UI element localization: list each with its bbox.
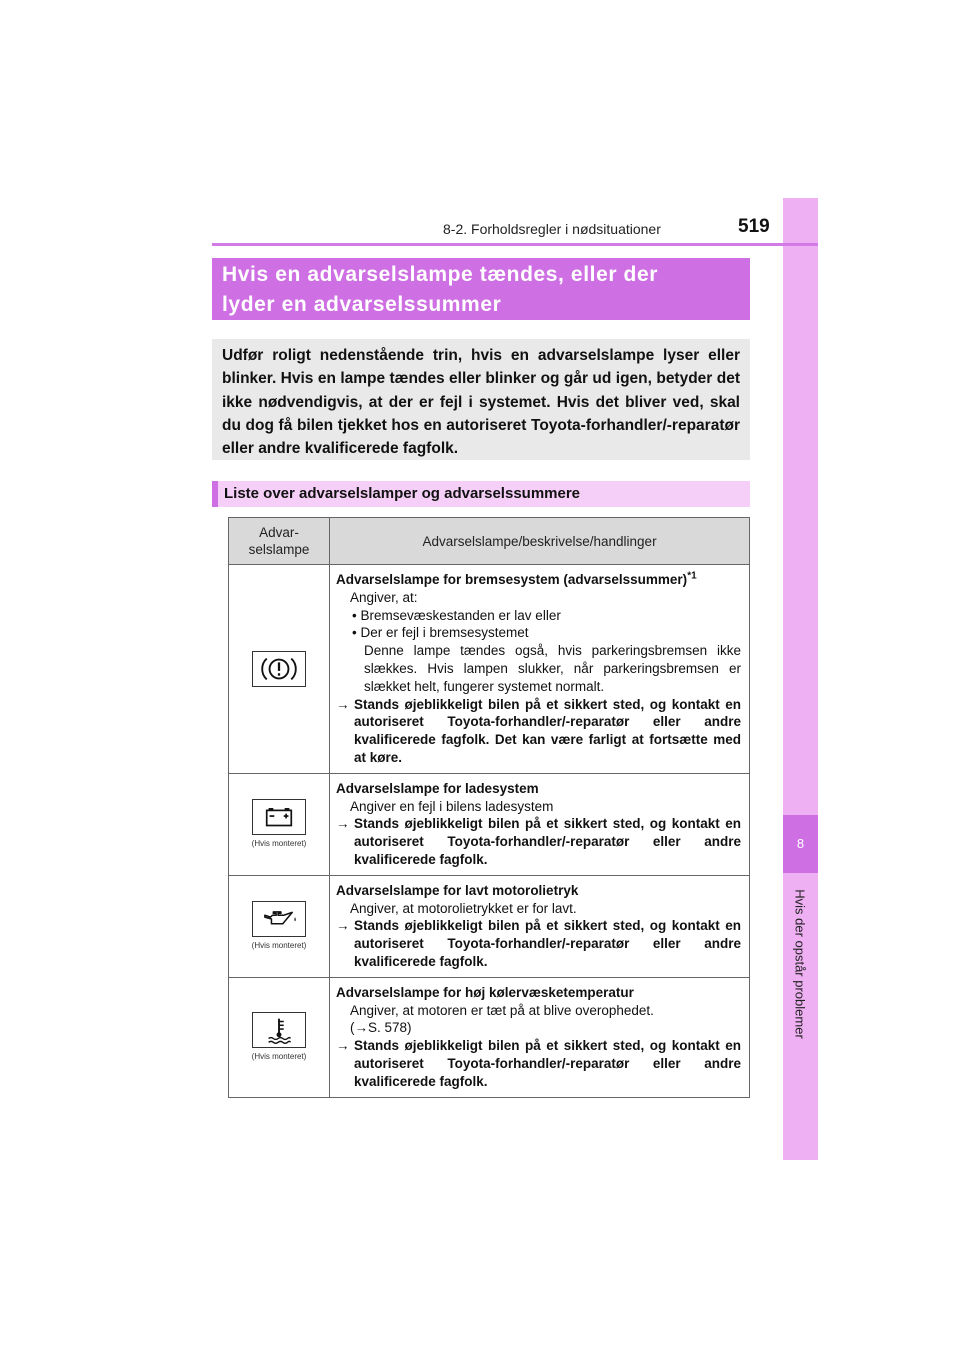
section-header: 8-2. Forholdsregler i nødsituationer	[443, 221, 661, 237]
fitted-note: (Hvis monteret)	[251, 941, 307, 951]
page-number: 519	[738, 216, 770, 237]
oil-can-icon	[252, 901, 306, 937]
warning-lamps-table	[228, 517, 750, 1098]
description-cell	[330, 977, 750, 1097]
subheading: Liste over advarselslamper og advarselssummere	[212, 481, 750, 507]
lamp-lead: Angiver en fejl i bilens ladesystem	[350, 798, 554, 814]
fitted-note: (Hvis monteret)	[251, 839, 307, 849]
table-row	[229, 773, 750, 875]
lamp-title: Advarselslampe for bremsesystem (advarselssummer)$^{*1}$	[336, 570, 697, 587]
table-row	[229, 565, 750, 774]
section-title-banner	[212, 258, 750, 320]
intro-paragraph: Udfør roligt nedenstående trin, hvis en advarselslampe lyser eller blinker. Hvis en lampe tændes eller blinker og går ud igen, betyder det ikke nødvendigvis, at der er fejl i systemet. Hvis det bliver ved, skal du dog få bilen tjekket hos en autoriseret Toyota-forhandler/-reparatør eller andre kvalificerede fagfolk.	[212, 339, 750, 460]
page-reference[interactable]: (→S. 578)	[350, 1020, 412, 1036]
section-title-line2: lyder en advarselssummer	[222, 293, 502, 316]
description-cell	[330, 565, 750, 774]
brake-warning-icon	[252, 651, 306, 687]
table-header-row	[229, 518, 750, 565]
lamp-bullet: • Der er fejl i bremsesystemet	[336, 624, 741, 642]
header-divider	[212, 243, 818, 246]
table-row	[229, 977, 750, 1097]
lamp-action: → Stands øjeblikkeligt bilen på et sikkert sted, og kontakt en autoriseret Toyota-forhandler/-reparatør eller andre kvalificerede fagfolk.	[336, 918, 741, 969]
lamp-title: Advarselslampe for ladesystem	[336, 780, 539, 796]
lamp-lead: Angiver, at motorolietrykket er for lavt.	[350, 900, 577, 916]
chapter-label: Hvis der opstår problemer	[792, 889, 808, 1039]
column-header-lamp: Advar- selslampe	[229, 518, 330, 565]
column-header-description: Advarselslampe/beskrivelse/handlinger	[330, 518, 750, 565]
lamp-action: → Stands øjeblikkeligt bilen på et sikkert sted, og kontakt en autoriseret Toyota-forhandler/-reparatør eller andre kvalificerede fagfolk.	[336, 1038, 741, 1089]
icon-cell	[229, 565, 330, 774]
lamp-action: → Stands øjeblikkeligt bilen på et sikkert sted, og kontakt en autoriseret Toyota-forhandler/-reparatør eller andre kvalificerede fagfolk.	[336, 816, 741, 867]
lamp-title: Advarselslampe for lavt motorolietryk	[336, 882, 579, 898]
lamp-subnote: Denne lampe tændes også, hvis parkeringsbremsen ikke slækkes. Hvis lampen slukker, når parkeringsbremsen er slækket helt, fungerer systemet normalt.	[364, 643, 741, 694]
lamp-title: Advarselslampe for høj kølervæsketemperatur	[336, 984, 634, 1000]
lamp-lead: Angiver, at motoren er tæt på at blive overophedet.	[350, 1002, 654, 1018]
fitted-note: (Hvis monteret)	[251, 1052, 307, 1062]
lamp-bullet: • Bremsevæskestanden er lav eller	[336, 607, 741, 625]
lamp-lead: Angiver, at:	[350, 589, 418, 605]
table-row	[229, 875, 750, 977]
lamp-action: → Stands øjeblikkeligt bilen på et sikkert sted, og kontakt en autoriseret Toyota-forhandler/-reparatør eller andre kvalificerede fagfolk. Det kan være farligt at fortsætte med at køre.	[336, 696, 741, 765]
battery-icon	[252, 799, 306, 835]
icon-cell	[229, 977, 330, 1097]
section-title-line1: Hvis en advarselslampe tændes, eller der	[222, 263, 659, 286]
description-cell	[330, 875, 750, 977]
icon-cell	[229, 773, 330, 875]
chapter-number-tab[interactable]: 8	[783, 815, 818, 873]
description-cell	[330, 773, 750, 875]
icon-cell	[229, 875, 330, 977]
coolant-temperature-icon	[252, 1012, 306, 1048]
